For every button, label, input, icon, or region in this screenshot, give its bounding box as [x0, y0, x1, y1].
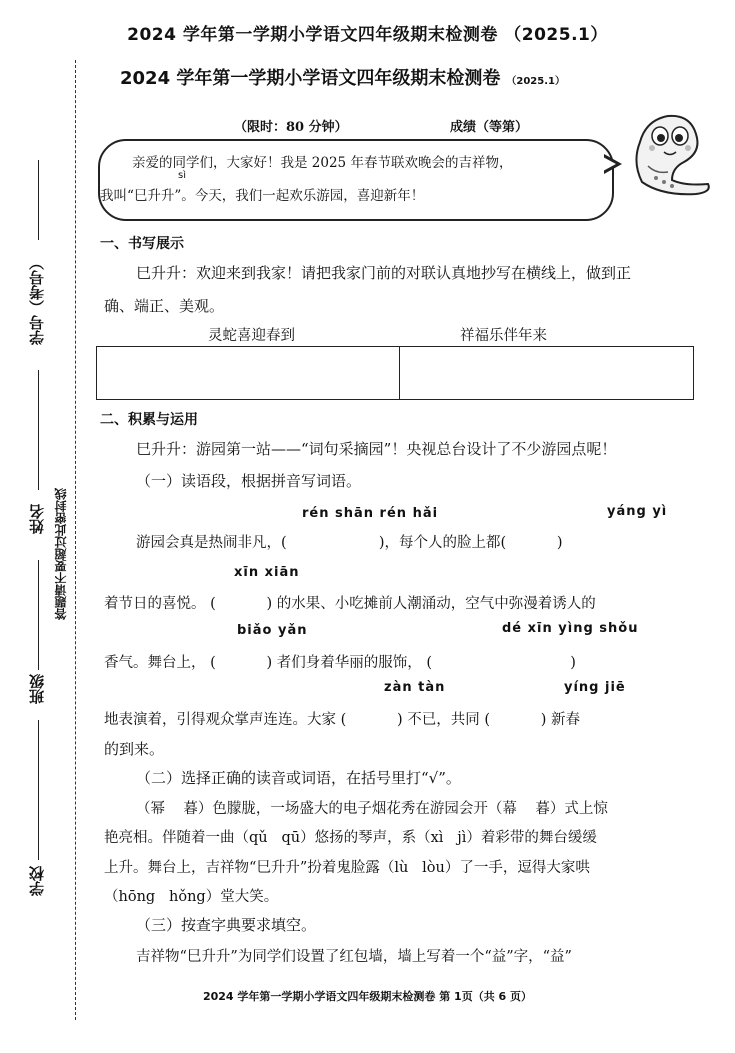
- writing-box-divider: [399, 347, 400, 399]
- exam-title-date: （2025.1）: [506, 76, 565, 87]
- page-footer: 2024 学年第一学期小学语文四年级期末检测卷 第 1页（共 6 页）: [202, 990, 533, 1003]
- pinyin-4a: zàn tàn: [384, 680, 446, 695]
- fill-line-5: 的到来。: [104, 740, 165, 758]
- section-1-text-1: 巳升升：欢迎来到我家！请把我家门前的对联认真地抄写在横线上，做到正: [136, 264, 632, 282]
- couplet-left: 灵蛇喜迎春到: [208, 328, 295, 344]
- name-underline: [38, 370, 39, 490]
- section-1-text-2: 确、端正、美观。: [104, 297, 225, 315]
- class-label: 班级: [28, 674, 46, 704]
- time-limit: （限时：80 分钟）: [234, 120, 348, 135]
- school-label: 学校: [28, 866, 46, 896]
- pinyin-2: xīn xiān: [234, 565, 300, 580]
- pinyin-3b: dé xīn yìng shǒu: [502, 621, 639, 636]
- grade-label: 成绩（等第）: [450, 120, 529, 135]
- part-3-title: （三）按查字典要求填空。: [136, 916, 317, 934]
- intro-ruby: sì: [178, 170, 186, 181]
- class-underline: [38, 560, 39, 670]
- pinyin-4b: yíng jiē: [564, 680, 626, 695]
- fill-line-1[interactable]: 游园会真是热闹非凡，( )，每个人的脸上都( ): [136, 535, 563, 551]
- part-2-title: （二）选择正确的读音或词语，在括号里打“√”。: [136, 769, 461, 787]
- section-2-intro: 巳升升：游园第一站——“词句采摘园”！央视总台设计了不少游园点呢！: [136, 440, 617, 458]
- exam-number-label: 学号（考号）: [28, 255, 46, 345]
- seal-dashed-line: [75, 60, 76, 1020]
- choice-line-4[interactable]: （hōng hǒng）堂大笑。: [104, 889, 279, 905]
- exam-title: [120, 64, 565, 90]
- part-3-line-1: 吉祥物“巳升升”为同学们设置了红包墙，墙上写着一个“益”字，“益”: [136, 949, 572, 965]
- fill-line-2[interactable]: 着节日的喜悦。 ( ) 的水果、小吃摊前人潮涌动，空气中弥漫着诱人的: [104, 596, 596, 612]
- seal-warning: 答题请不要超过此密封线: [54, 488, 68, 620]
- choice-line-1[interactable]: （幂 暮）色朦胧，一场盛大的电子烟花秀在游园会开（幕 暮）式上惊: [136, 801, 608, 817]
- fill-line-4[interactable]: 地表演着，引得观众掌声连连。大家 ( ) 不已，共同 ( ) 新春: [104, 712, 580, 728]
- choice-line-2[interactable]: 艳亮相。伴随着一曲（qǔ qū）悠扬的琴声，系（xì jì）着彩带的舞台缓缓: [104, 830, 597, 846]
- intro-line-2: 我叫“巳升升”。今天，我们一起欢乐游园，喜迎新年！: [100, 188, 425, 204]
- choice-line-3[interactable]: 上升。舞台上，吉祥物“巳升升”扮着鬼脸露（lù lòu）了一手，逗得大家哄: [104, 860, 590, 876]
- fill-line-3[interactable]: 香气。舞台上， ( ) 者们身着华丽的服饰， ( ): [104, 655, 576, 671]
- exam-no-underline: [38, 160, 39, 240]
- pinyin-1b: yáng yì: [607, 504, 668, 519]
- school-underline: [38, 720, 39, 860]
- snake-mascot-icon: [612, 102, 722, 197]
- section-1-heading: 一、书写展示: [100, 236, 184, 252]
- section-2-heading: 二、积累与运用: [100, 412, 198, 428]
- couplet-writing-box[interactable]: [96, 346, 694, 400]
- couplet-right: 祥福乐伴年来: [460, 328, 547, 344]
- exam-title-text: 2024 学年第一学期小学语文四年级期末检测卷: [120, 68, 501, 89]
- intro-line-1: 亲爱的同学们，大家好！我是 2025 年春节联欢晚会的吉祥物，: [132, 155, 513, 171]
- name-label: 姓名: [28, 504, 46, 534]
- page-top-title: 2024 学年第一学期小学语文四年级期末检测卷 （2025.1）: [127, 25, 608, 45]
- pinyin-3a: biǎo yǎn: [237, 623, 308, 638]
- part-1-title: （一）读语段，根据拼音写词语。: [136, 472, 362, 490]
- pinyin-1a: rén shān rén hǎi: [302, 506, 439, 521]
